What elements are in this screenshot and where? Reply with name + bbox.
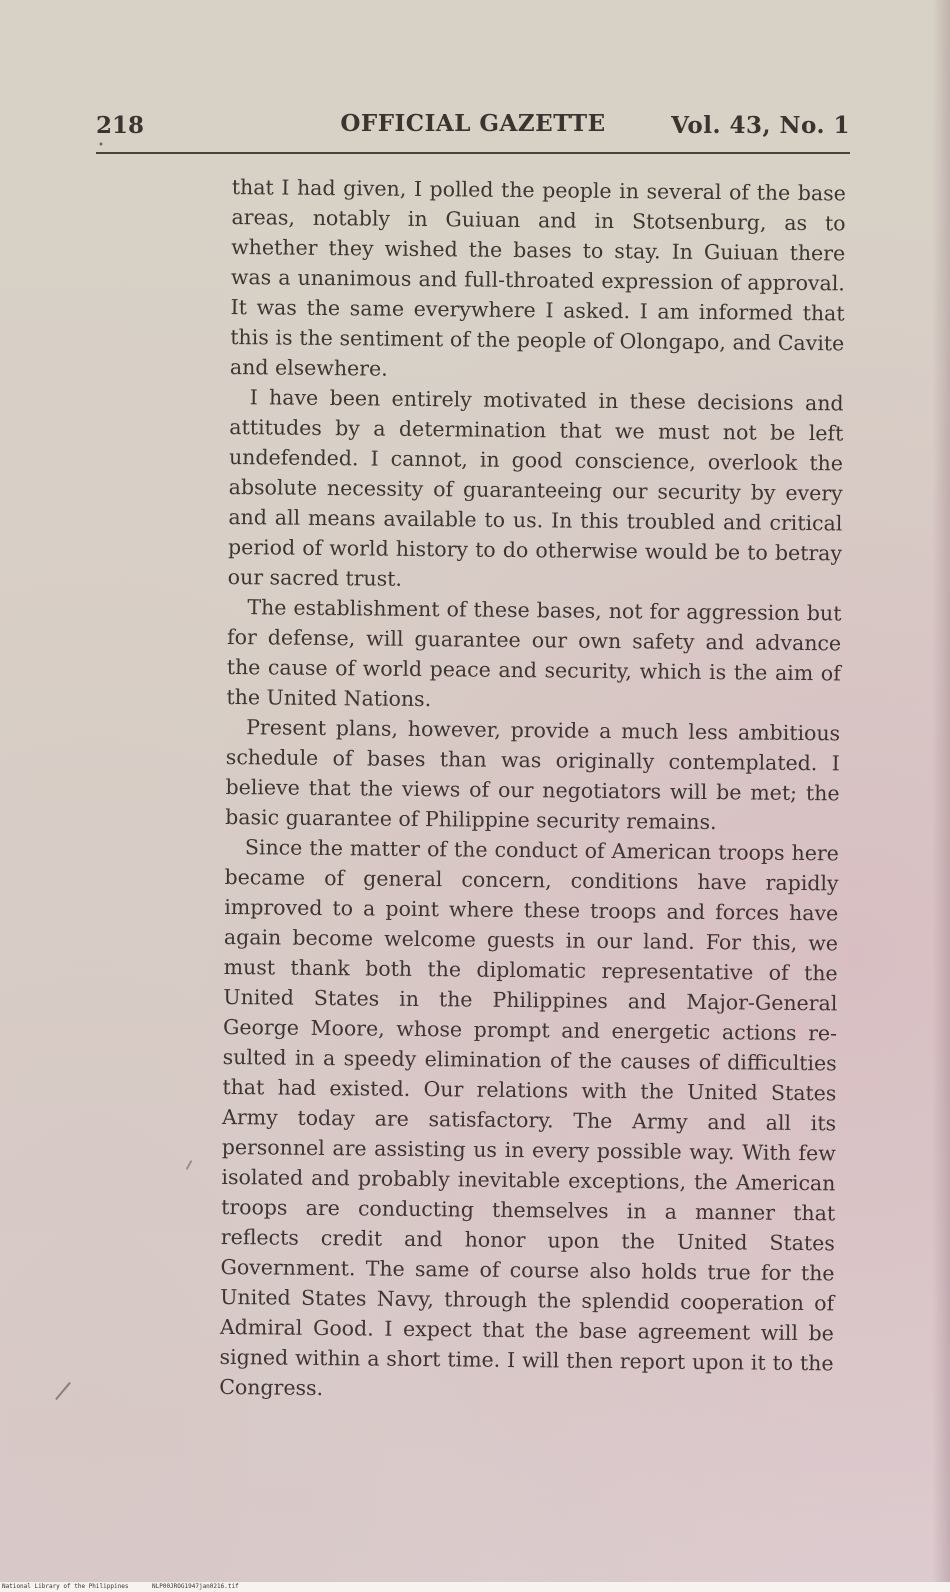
- paragraph-1: that I had given, I polled the people in several of the base areas, notably in Guiuan and in Stotsenburg, as to whether they wished the bases to stay. In Guiuan there was a unanimous and full-throated expression of approval. It was the same everywhere I asked. I am informed that this is the sentiment of the people of Olongapo, and Cavite and elsewhere.: [229, 174, 846, 381]
- running-title: OFFICIAL GAZETTE: [340, 110, 606, 137]
- footer-filename: NLP00JROG1947jan0216.tif: [152, 1583, 239, 1590]
- body-text: [219, 172, 846, 1408]
- footer-source: National Library of the Philippines: [2, 1583, 129, 1590]
- rule-mark: •: [98, 140, 104, 151]
- scan-footer: [0, 1582, 950, 1592]
- paragraph-3: The establishment of these bases, not for aggression but for defense, will guarantee our own safety and advance the cause of world peace and security, which is the aim of the United Nations.: [226, 595, 842, 712]
- page-number: 218: [96, 112, 145, 139]
- volume-info: Vol. 43, No. 1: [671, 112, 850, 139]
- scan-mark: [55, 1382, 71, 1400]
- header-rule: [96, 152, 850, 154]
- scan-mark: [186, 1160, 193, 1170]
- page-edge-shadow: [932, 0, 950, 1592]
- paragraph-5: Since the matter of the conduct of American troops here became of general concern, conditions have rapidly improved to a point where these troops and forces have again become welcome guests in our land. For this, we must thank both the diplomatic representative of the United States in the Philippines and Major-General George Moore, whose prompt and energetic actions resulted in a speedy elimination of the causes of difficulties that had existed. Our relations with the United States Army today are satisfactory. The Army and all its personnel are assisting us in every possible way. With few isolated and probably inevitable exceptions, the American troops are conducting themselves in a manner that reflects credit and honor upon the United States Government. The same of course also holds true for the United States Navy, through the splendid cooperation of Admiral Good. I expect that the base agreement will be signed within a short time. I will then report upon it to the Congress.: [219, 835, 840, 1401]
- running-header: [96, 104, 850, 144]
- paragraph-2: I have been entirely motivated in these decisions and attitudes by a determination that we must not be left undefended. I cannot, in good conscience, overlook the absolute necessity of guaranteeing our security by every and all means available to us. In this troubled and critical period of world history to do otherwise would be to betray our sacred trust.: [227, 385, 844, 591]
- paragraph-4: Present plans, however, provide a much less ambitious schedule of bases than was originally contemplated. I believe that the views of our negotiators will be met; the basic guarantee of Philippine security remains.: [225, 715, 841, 835]
